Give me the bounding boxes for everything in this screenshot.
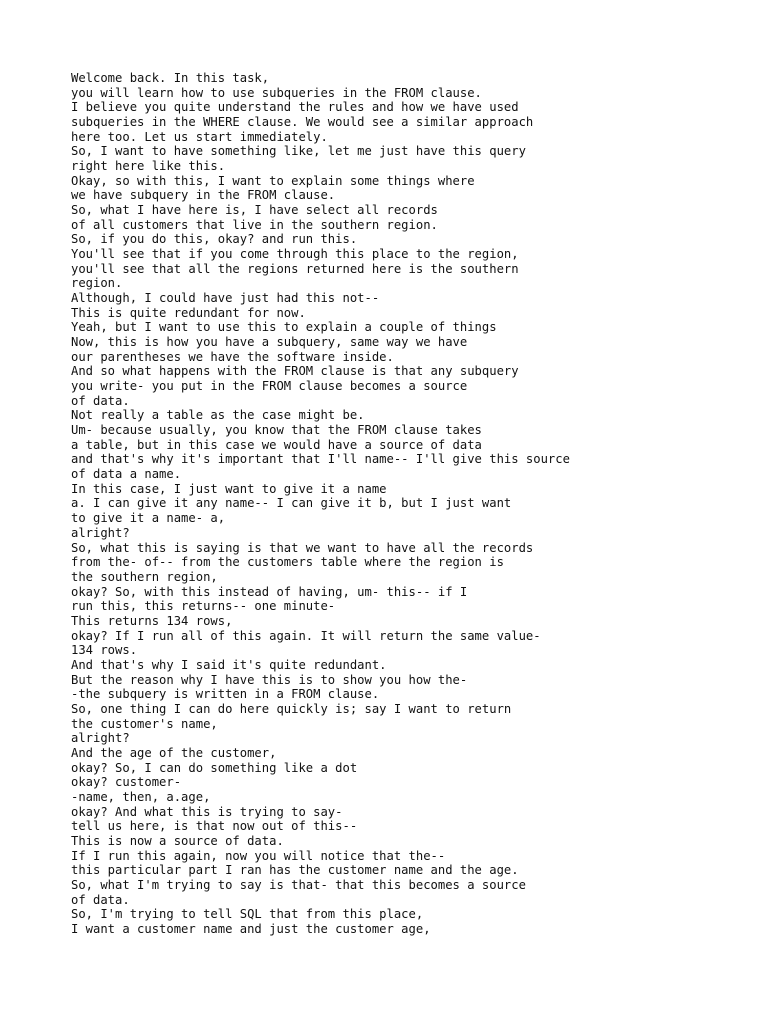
transcript-line: So, one thing I can do here quickly is; say I want to return xyxy=(71,701,512,716)
transcript-line: But the reason why I have this is to show you how the- xyxy=(71,672,468,687)
transcript-line: from the- of-- from the customers table where the region is xyxy=(71,555,504,570)
transcript-line: okay? And what this is trying to say- xyxy=(71,804,343,819)
transcript-line: alright? xyxy=(71,525,130,540)
transcript-line: of data. xyxy=(71,892,130,907)
transcript-line: Welcome back. In this task, xyxy=(71,71,270,85)
transcript-line: the southern region, xyxy=(71,569,218,584)
transcript-line: -name, then, a.age, xyxy=(71,789,211,804)
transcript-line: In this case, I just want to give it a name xyxy=(71,481,387,496)
transcript-line: we have subquery in the FROM clause. xyxy=(71,188,336,203)
transcript-line: this particular part I ran has the customer name and the age. xyxy=(71,863,519,878)
transcript-line: So, what this is saying is that we want to have all the records xyxy=(71,540,534,555)
transcript-line: Now, this is how you have a subquery, same way we have xyxy=(71,335,468,350)
transcript-line: subqueries in the WHERE clause. We would see a similar approach xyxy=(71,115,534,130)
transcript-line: Okay, so with this, I want to explain some things where xyxy=(71,173,475,188)
transcript-line: So, I'm trying to tell SQL that from this place, xyxy=(71,907,424,922)
transcript-line: So, if you do this, okay? and run this. xyxy=(71,232,358,247)
transcript-line: Although, I could have just had this not-- xyxy=(71,291,380,306)
transcript-line: right here like this. xyxy=(71,159,226,174)
transcript-line: I believe you quite understand the rules and how we have used xyxy=(71,100,519,115)
transcript-line: region. xyxy=(71,276,123,291)
transcript-line: our parentheses we have the software inside. xyxy=(71,349,394,364)
transcript-line: and that's why it's important that I'll name-- I'll give this source xyxy=(71,452,570,467)
transcript-line: This is quite redundant for now. xyxy=(71,305,306,320)
transcript-line: And the age of the customer, xyxy=(71,745,277,760)
transcript-line: This is now a source of data. xyxy=(71,833,284,848)
transcript-line: of data. xyxy=(71,393,130,408)
transcript-line: a table, but in this case we would have a source of data xyxy=(71,437,482,452)
transcript-line: This returns 134 rows, xyxy=(71,613,233,628)
transcript-line: So, I want to have something like, let me just have this query xyxy=(71,144,526,159)
transcript-line: okay? If I run all of this again. It will return the same value- xyxy=(71,628,541,643)
transcript-line: Yeah, but I want to use this to explain a couple of things xyxy=(71,320,497,335)
transcript-line: And so what happens with the FROM clause is that any subquery xyxy=(71,364,519,379)
transcript-line: I want a customer name and just the customer age, xyxy=(71,921,431,936)
transcript-line: Not really a table as the case might be. xyxy=(71,408,365,423)
transcript-line: 134 rows. xyxy=(71,643,138,658)
transcript-line: tell us here, is that now out of this-- xyxy=(71,819,358,834)
transcript-line: of data a name. xyxy=(71,467,182,482)
transcript-line: So, what I have here is, I have select all records xyxy=(71,203,438,218)
transcript-line: you will learn how to use subqueries in the FROM clause. xyxy=(71,85,482,100)
transcript-line: the customer's name, xyxy=(71,716,218,731)
transcript-line: alright? xyxy=(71,731,130,746)
transcript-line: So, what I'm trying to say is that- that this becomes a source xyxy=(71,877,526,892)
transcript-line: here too. Let us start immediately. xyxy=(71,129,328,144)
transcript-line: of all customers that live in the southern region. xyxy=(71,217,438,232)
transcript-line: you'll see that all the regions returned here is the southern xyxy=(71,261,519,276)
transcript-line: okay? customer- xyxy=(71,775,182,790)
transcript-line: -the subquery is written in a FROM clause. xyxy=(71,687,380,702)
transcript-line: okay? So, with this instead of having, um- this-- if I xyxy=(71,584,468,599)
transcript-text xyxy=(71,71,731,937)
transcript-line: okay? So, I can do something like a dot xyxy=(71,760,358,775)
transcript-line: a. I can give it any name-- I can give it b, but I just want xyxy=(71,496,512,511)
transcript-line: And that's why I said it's quite redundant. xyxy=(71,657,387,672)
transcript-line: You'll see that if you come through this place to the region, xyxy=(71,247,519,262)
transcript-line: you write- you put in the FROM clause becomes a source xyxy=(71,379,468,394)
transcript-line: If I run this again, now you will notice that the-- xyxy=(71,848,446,863)
transcript-line: Um- because usually, you know that the FROM clause takes xyxy=(71,423,482,438)
transcript-line: run this, this returns-- one minute- xyxy=(71,599,336,614)
transcript-line: to give it a name- a, xyxy=(71,511,226,526)
